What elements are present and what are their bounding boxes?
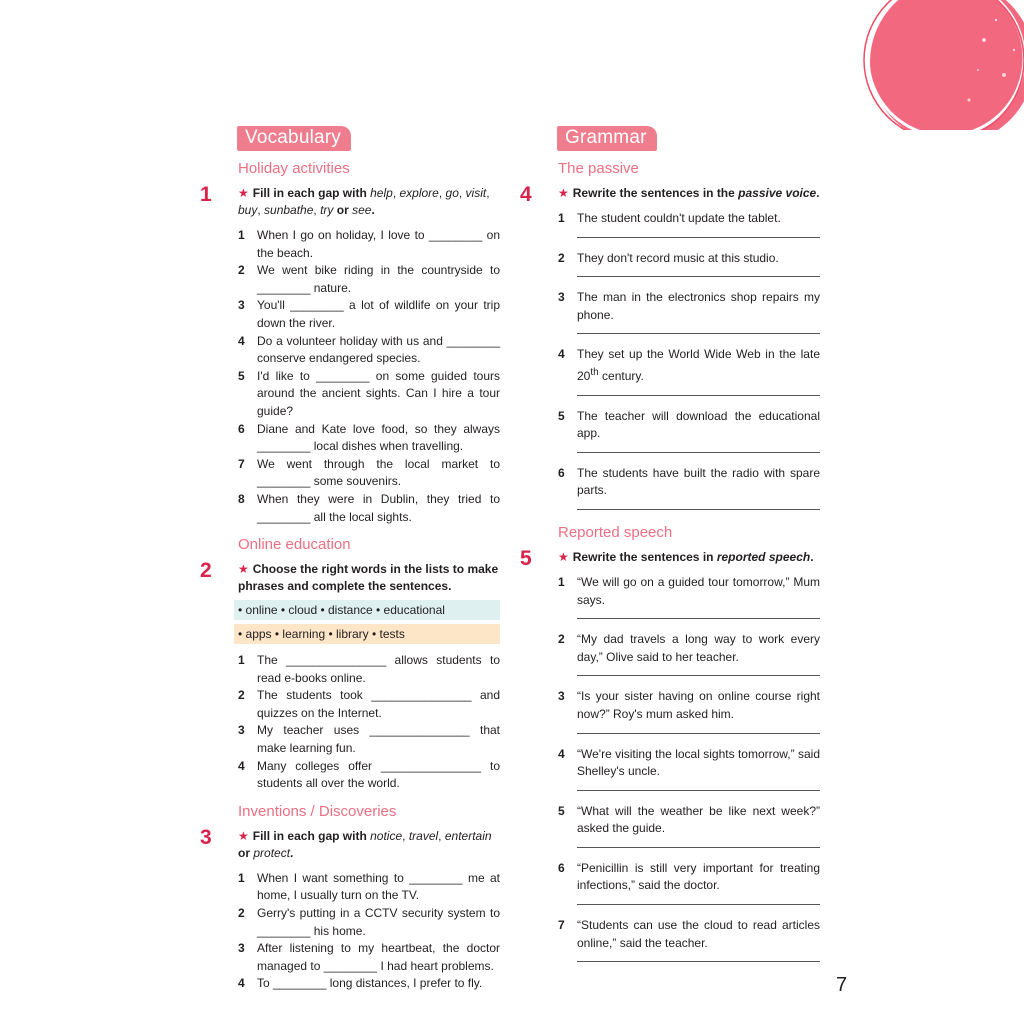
item-number: 5 xyxy=(238,368,245,383)
item-number: 5 xyxy=(558,408,565,423)
item-text: After listening to my heartbeat, the doctor managed to ________ I had heart problems. xyxy=(257,941,500,973)
item-number: 6 xyxy=(238,421,245,436)
item-text: You'll ________ a lot of wildlife on your trip down the river. xyxy=(257,298,500,330)
answer-line[interactable] xyxy=(577,790,820,791)
exercise-instruction: ★ Rewrite the sentences in reported speech. xyxy=(558,549,814,564)
list-item xyxy=(558,574,820,609)
vocabulary-column xyxy=(200,126,500,993)
grammar-column xyxy=(520,126,820,974)
item-number: 2 xyxy=(238,906,245,921)
item-number: 1 xyxy=(238,653,245,668)
item-text: Many colleges offer _______________ to students all over the world. xyxy=(257,758,500,791)
item-number: 2 xyxy=(558,632,565,647)
item-text: The man in the electronics shop repairs my phone. xyxy=(577,290,820,322)
item-text: The students have built the radio with spare parts. xyxy=(577,465,820,498)
list-item xyxy=(238,368,500,421)
item-number: 4 xyxy=(238,758,245,773)
item-text: My teacher uses _______________ that make learning fun. xyxy=(257,723,500,756)
item-number: 1 xyxy=(558,211,565,225)
list-item xyxy=(238,758,500,793)
item-text: To ________ long distances, I prefer to fly. xyxy=(257,976,483,991)
answer-line[interactable] xyxy=(577,675,820,676)
answer-line[interactable] xyxy=(577,452,820,453)
exercise-number: 2 xyxy=(200,559,212,583)
item-number: 4 xyxy=(558,746,565,761)
item-number: 5 xyxy=(558,803,565,818)
item-text: When I go on holiday, I love to ________ on the beach. xyxy=(257,228,500,260)
item-number: 1 xyxy=(238,870,245,885)
item-text: When they were in Dublin, they tried to ________ all the local sights. xyxy=(257,491,500,524)
item-number: 2 xyxy=(238,688,245,703)
answer-line[interactable] xyxy=(577,276,820,277)
exercise-2 xyxy=(200,561,500,793)
exercise-instruction: ★ Choose the right words in the lists to make phrases and complete the sentences. xyxy=(238,562,499,594)
grammar-banner: Grammar xyxy=(557,126,657,151)
item-text: “What will the weather be like next week?” asked the guide. xyxy=(577,803,820,836)
word-list-2: • apps • learning • library • tests xyxy=(234,624,500,644)
list-item xyxy=(238,297,500,332)
item-number: 6 xyxy=(558,860,565,875)
exercise-instruction: ★ Fill in each gap with notice, travel, entertain or protect. xyxy=(238,828,492,860)
answer-line[interactable] xyxy=(577,395,820,396)
list-item xyxy=(558,688,820,723)
item-number: 4 xyxy=(558,347,565,362)
list-item xyxy=(238,905,500,940)
item-number: 1 xyxy=(238,228,245,242)
section-subhead: Inventions / Discoveries xyxy=(238,802,397,820)
item-text: Gerry's putting in a CCTV security system to ________ his home. xyxy=(257,906,500,938)
list-item xyxy=(558,917,820,952)
list-item xyxy=(558,860,820,895)
exercise-instruction: ★ Rewrite the sentences in the passive voice. xyxy=(558,186,820,200)
item-number: 7 xyxy=(558,918,565,933)
section-subhead: The passive xyxy=(558,160,639,177)
exercise-items xyxy=(238,652,500,793)
list-item xyxy=(558,465,820,500)
item-text: The _______________ allows students to read e-books online. xyxy=(257,653,500,685)
answer-line[interactable] xyxy=(577,237,820,238)
list-item xyxy=(238,722,500,757)
exercise-items xyxy=(238,227,500,526)
item-text: They set up the World Wide Web in the late 20th century. xyxy=(577,347,820,383)
list-item xyxy=(558,408,820,443)
page-number: 7 xyxy=(836,974,848,996)
item-number: 7 xyxy=(238,456,245,471)
item-text: “Students can use the cloud to read articles online,” said the teacher. xyxy=(577,918,820,950)
list-item xyxy=(558,631,820,666)
item-text: “We're visiting the local sights tomorrow,” said Shelley's uncle. xyxy=(577,746,820,779)
decorative-circle-graphic xyxy=(764,0,1024,130)
exercise-number: 4 xyxy=(520,183,532,206)
list-item xyxy=(238,940,500,975)
item-text: We went bike riding in the countryside to ________ nature. xyxy=(257,263,500,295)
list-item xyxy=(558,289,820,324)
section-subhead: Holiday activities xyxy=(238,160,350,177)
item-number: 1 xyxy=(558,574,565,589)
list-item xyxy=(558,346,820,385)
answer-line[interactable] xyxy=(577,961,820,962)
vocabulary-banner: Vocabulary xyxy=(237,126,351,151)
list-item xyxy=(558,746,820,781)
item-text: “We will go on a guided tour tomorrow,” Mum says. xyxy=(577,574,820,607)
item-number: 6 xyxy=(558,465,565,480)
word-list-1: • online • cloud • distance • educational xyxy=(234,600,500,620)
exercise-number: 3 xyxy=(200,825,212,849)
item-number: 2 xyxy=(558,250,565,265)
answer-line[interactable] xyxy=(577,847,820,848)
answer-line[interactable] xyxy=(577,904,820,905)
item-text: Do a volunteer holiday with us and ________ conserve endangered species. xyxy=(257,333,500,366)
answer-line[interactable] xyxy=(577,333,820,334)
exercise-number: 1 xyxy=(200,183,212,206)
item-text: Diane and Kate love food, so they always ________ local dishes when travelling. xyxy=(257,421,500,454)
exercise-items xyxy=(558,210,820,510)
list-item xyxy=(238,491,500,526)
section-subhead: Online education xyxy=(238,536,351,554)
exercise-number: 5 xyxy=(520,546,532,570)
item-number: 2 xyxy=(238,263,245,278)
list-item xyxy=(238,421,500,456)
section-subhead: Reported speech xyxy=(558,523,673,541)
item-text: They don't record music at this studio. xyxy=(577,250,779,265)
item-text: “My dad travels a long way to work every day,” Olive said to her teacher. xyxy=(577,632,820,664)
item-number: 4 xyxy=(238,333,245,348)
exercise-5 xyxy=(520,546,820,962)
item-text: We went through the local market to ________ some souvenirs. xyxy=(257,456,500,489)
item-text: The students took _______________ and quizzes on the Internet. xyxy=(257,688,500,720)
exercise-3 xyxy=(200,825,500,993)
answer-line[interactable] xyxy=(577,733,820,734)
list-item xyxy=(238,456,500,491)
list-item xyxy=(558,250,820,268)
exercise-1 xyxy=(200,185,500,526)
list-item xyxy=(238,333,500,368)
answer-line[interactable] xyxy=(577,509,820,510)
item-number: 3 xyxy=(238,941,245,956)
item-text: The teacher will download the educational app. xyxy=(577,408,820,441)
item-text: When I want something to ________ me at home, I usually turn on the TV. xyxy=(257,870,500,903)
list-item xyxy=(558,210,820,228)
list-item xyxy=(238,687,500,722)
item-number: 4 xyxy=(238,976,245,991)
answer-line[interactable] xyxy=(577,618,820,619)
item-text: “Penicillin is still very important for treating infections,” said the doctor. xyxy=(577,860,820,893)
exercise-items xyxy=(238,870,500,993)
exercise-items xyxy=(558,574,820,962)
item-number: 3 xyxy=(238,723,245,738)
list-item xyxy=(238,227,500,262)
item-number: 8 xyxy=(238,491,245,506)
item-text: I'd like to ________ on some guided tours around the ancient sights. Can I hire a tour guide? xyxy=(257,368,500,418)
item-number: 3 xyxy=(558,689,565,704)
item-text: “Is your sister having on online course right now?” Roy's mum asked him. xyxy=(577,689,820,721)
item-number: 3 xyxy=(558,290,565,305)
list-item xyxy=(238,652,500,687)
list-item xyxy=(558,803,820,838)
exercise-4 xyxy=(520,185,820,510)
item-number: 3 xyxy=(238,298,245,313)
exercise-instruction: ★ Fill in each gap with help, explore, go, visit, buy, sunbathe, try or see. xyxy=(238,186,490,217)
list-item xyxy=(238,870,500,905)
item-text: The student couldn't update the tablet. xyxy=(577,211,781,225)
list-item xyxy=(238,975,500,993)
list-item xyxy=(238,262,500,297)
